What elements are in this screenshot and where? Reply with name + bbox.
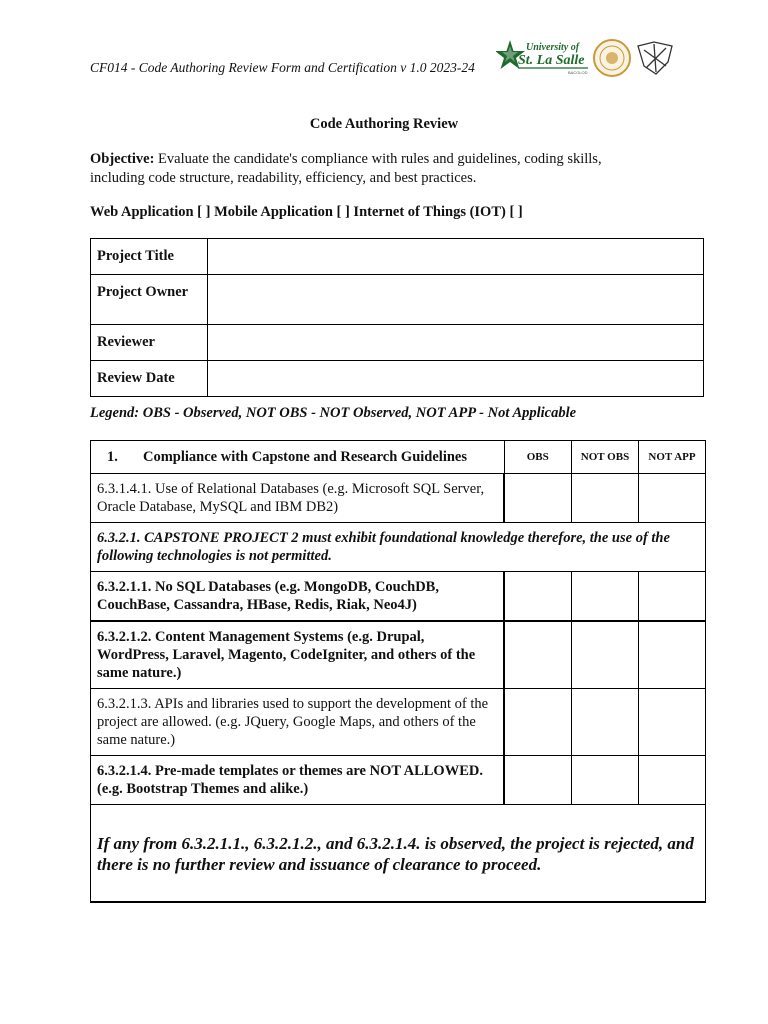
legend-text: Legend: OBS - Observed, NOT OBS - NOT Observed, NOT APP - Not Applicable [90,405,577,421]
reviewer-field[interactable] [208,325,704,361]
obs-checkbox[interactable] [504,689,572,756]
project-owner-field[interactable] [208,275,704,325]
logo-text-top: University of [526,42,580,53]
section-title: Compliance with Capstone and Research Guidelines [143,449,467,465]
section-number: 1. [107,449,118,465]
criterion-text: 6.3.2.1.2. Content Management Systems (e.g. Drupal, WordPress, Laravel, Magento, CodeIgniter, and others of the same nature.) [91,621,505,689]
department-emblem-icon [638,42,672,74]
review-date-field[interactable] [208,361,704,397]
not-app-checkbox[interactable] [639,756,706,805]
reviewer-label: Reviewer [91,325,208,361]
not-obs-checkbox[interactable] [572,572,639,622]
table-row [91,572,706,622]
rejection-note-row [91,805,706,903]
column-obs: OBS [504,441,572,474]
review-date-label: Review Date [91,361,208,397]
criterion-text: 6.3.1.4.1. Use of Relational Databases (e.g. Microsoft SQL Server, Oracle Database, MySQL and IBM DB2) [91,474,505,523]
table-row [91,474,706,523]
table-row [91,621,706,689]
obs-checkbox[interactable] [504,756,572,805]
objective-text: Evaluate the candidate's compliance with rules and guidelines, coding skills, including code structure, readability, efficiency, and best practices. [90,151,602,186]
university-logos [496,36,678,82]
column-not-app: NOT APP [639,441,706,474]
not-obs-checkbox[interactable] [572,689,639,756]
not-app-checkbox[interactable] [639,689,706,756]
project-title-label: Project Title [91,239,208,275]
criterion-text: 6.3.2.1.1. No SQL Databases (e.g. MongoDB, CouchDB, CouchBase, Cassandra, HBase, Redis, Riak, Neo4J) [91,572,505,622]
not-obs-checkbox[interactable] [572,474,639,523]
objective-paragraph [90,150,650,188]
rejection-note: If any from 6.3.2.1.1., 6.3.2.1.2., and 6.3.2.1.4. is observed, the project is rejected, and there is no further review and issuance of clearance to proceed. [91,805,706,903]
logo-text-main: St. La Salle [518,53,585,68]
not-obs-checkbox[interactable] [572,756,639,805]
form-code-header: CF014 - Code Authoring Review Form and Certification v 1.0 2023-24 [90,60,475,75]
compliance-table [90,440,706,903]
objective-label: Objective: [90,151,155,167]
project-title-field[interactable] [208,239,704,275]
table-row [91,756,706,805]
not-app-checkbox[interactable] [639,474,706,523]
table-row [91,689,706,756]
logo-text-sub: BACOLOD [568,70,588,75]
table-row [91,523,706,572]
obs-checkbox[interactable] [504,572,572,622]
project-info-table [90,238,704,397]
column-not-obs: NOT OBS [572,441,639,474]
criterion-text: 6.3.2.1.4. Pre-made templates or themes are NOT ALLOWED. (e.g. Bootstrap Themes and alike.) [91,756,505,805]
not-obs-checkbox[interactable] [572,621,639,689]
obs-checkbox[interactable] [504,621,572,689]
compliance-header-row [91,441,706,474]
obs-checkbox[interactable] [504,474,572,523]
not-app-checkbox[interactable] [639,572,706,622]
criterion-text: 6.3.2.1.3. APIs and libraries used to support the development of the project are allowed. (e.g. JQuery, Google Maps, and others of the same nature.) [91,689,505,756]
application-type-options[interactable]: Web Application [ ] Mobile Application [ ] Internet of Things (IOT) [ ] [90,204,523,220]
section-header [91,441,505,474]
seal-icon [594,40,630,76]
project-owner-label: Project Owner [91,275,208,325]
not-app-checkbox[interactable] [639,621,706,689]
page-title: Code Authoring Review [309,116,459,132]
restriction-banner: 6.3.2.1. CAPSTONE PROJECT 2 must exhibit foundational knowledge therefore, the use of the following technologies is not permitted. [91,523,706,572]
